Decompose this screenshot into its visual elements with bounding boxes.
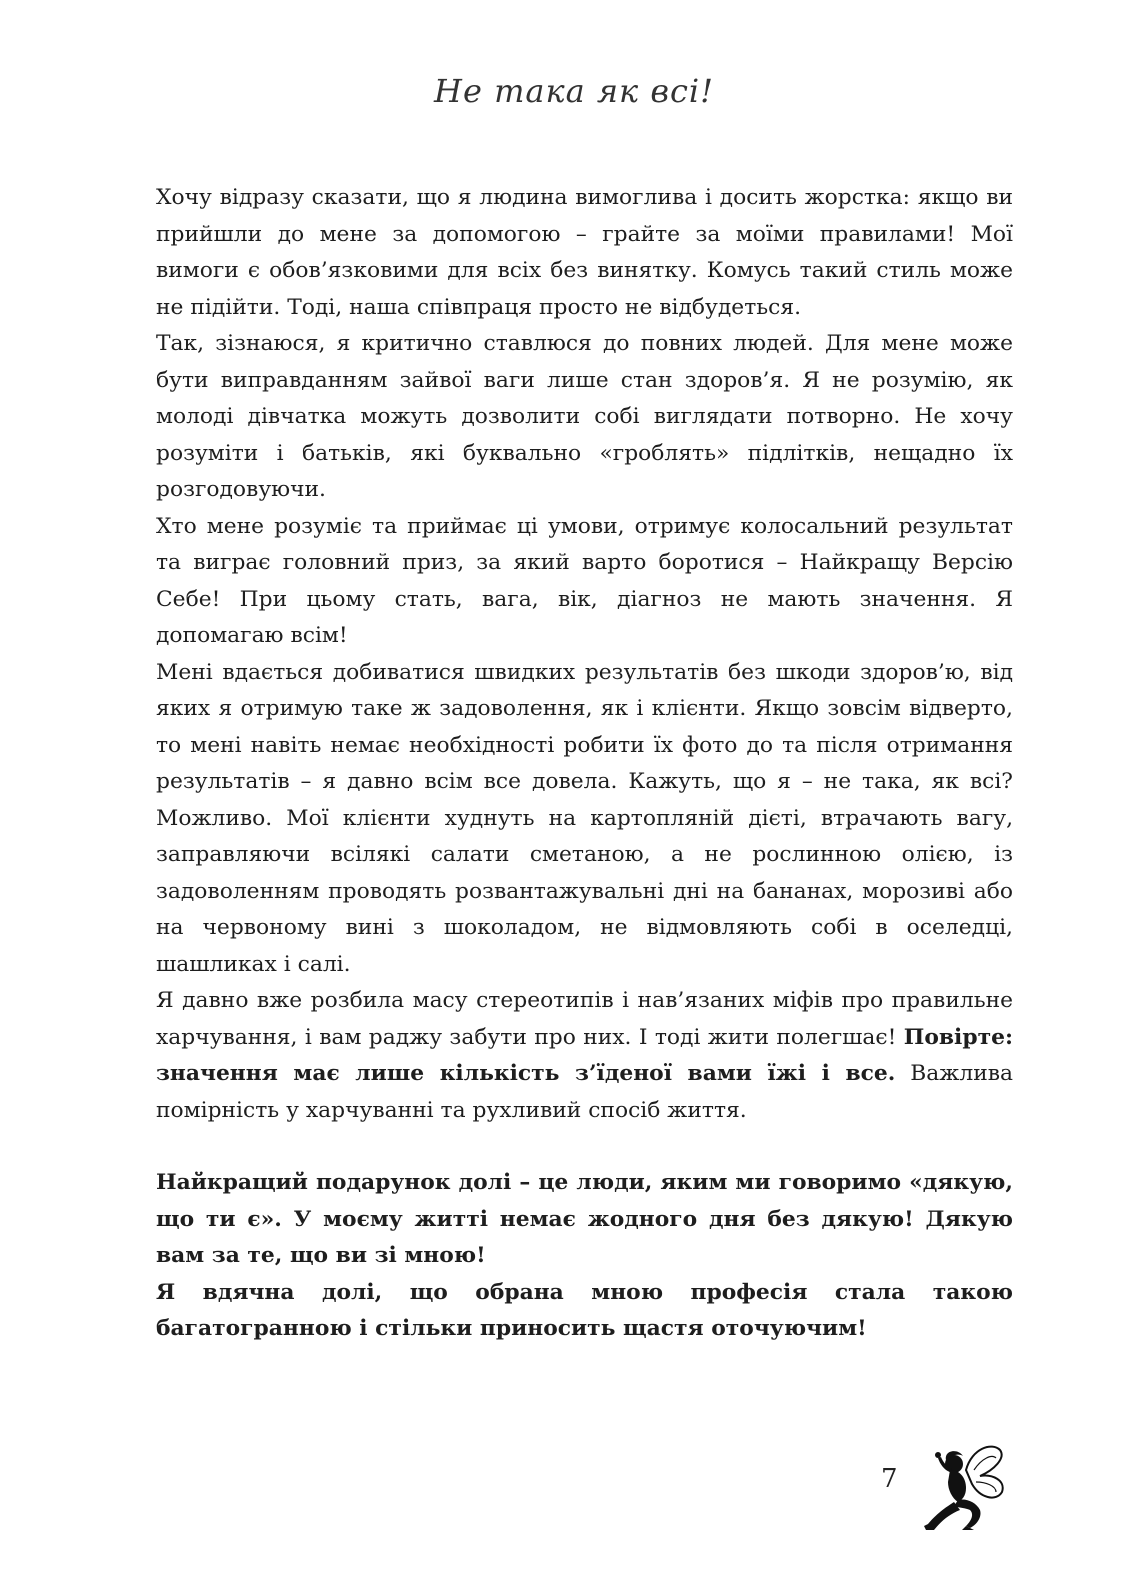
paragraph-3: Хто мене розуміє та приймає ці умови, отримує колосальний результат та виграє головний приз, за який варто боротися – Найкращу Версію Себе! При цьому стать, вага, вік, діагноз не мають значення. Я допомагаю всім! [156,513,1013,648]
paragraph-2: Так, зізнаюся, я критично ставлюся до повних людей. Для мене може бути виправданням зайвої ваги лише стан здоров’я. Я не розумію, як молоді дівчатка можуть дозволити собі виглядати потворно. Не хочу розуміти і батьків, які буквально «гроблять» підлітків, нещадно їх розгодовуючи. [156,331,1013,502]
paragraph-5 [156,983,1013,1129]
paragraph-5-text-start: Я давно вже розбила масу стереотипів і нав’язаних міфів про правильне харчування, і вам раджу забути про них. І тоді жити полегшає! [156,988,1013,1050]
paragraph-5-text-end: Важлива помірність у харчуванні та рухливий спосіб життя. [156,1061,1013,1123]
closing-paragraph-2: Я вдячна долі, що обрана мною професія стала такою багатогранною і стільки приносить щастя оточуючим! [156,1279,1013,1341]
running-header-title: Не така як всі! [434,72,714,110]
paragraph-4: Мені вдається добиватися швидких результатів без шкоди здоров’ю, від яких я отримую таке ж задоволення, як і клієнти. Якщо зовсім відверто, то мені навіть немає необхідності робити їх фото до та після отримання результатів – я давно всім все довела. Кажуть, що я – не така, як всі? Можливо. Мої клієнти худнуть на картопляній дієті, втрачають вагу, заправляючи всілякі салати сметаною, а не рослинною олією, із задоволенням проводять розвантажувальні дні на бананах, морозиві або на червоному вині з шоколадом, не відмовляють собі в оселедці, шашликах і салі. [156,659,1013,977]
page-number: 7 [881,1464,898,1494]
closing-paragraph-1: Найкращий подарунок долі – це люди, яким ми говоримо «дякую, що ти є». У моєму житті немає жодного дня без дякую! Дякую вам за те, що ви зі мною! [156,1170,1013,1268]
page-body [156,180,1013,1348]
fairy-silhouette-icon [914,1440,1010,1536]
paragraph-5-bold-emphasis: Повірте: значення має лише кількість з’їденої вами їжі і все. [156,1024,1013,1086]
paragraph-1: Хочу відразу сказати, що я людина вимоглива і досить жорстка: якщо ви прийшли до мене за допомогою – грайте за моїми правилами! Мої вимоги є обов’язковими для всіх без винятку. Комусь такий стиль може не підійти. Тоді, наша співпраця просто не відбудеться. [156,185,1013,320]
section-spacer [156,1129,1013,1165]
